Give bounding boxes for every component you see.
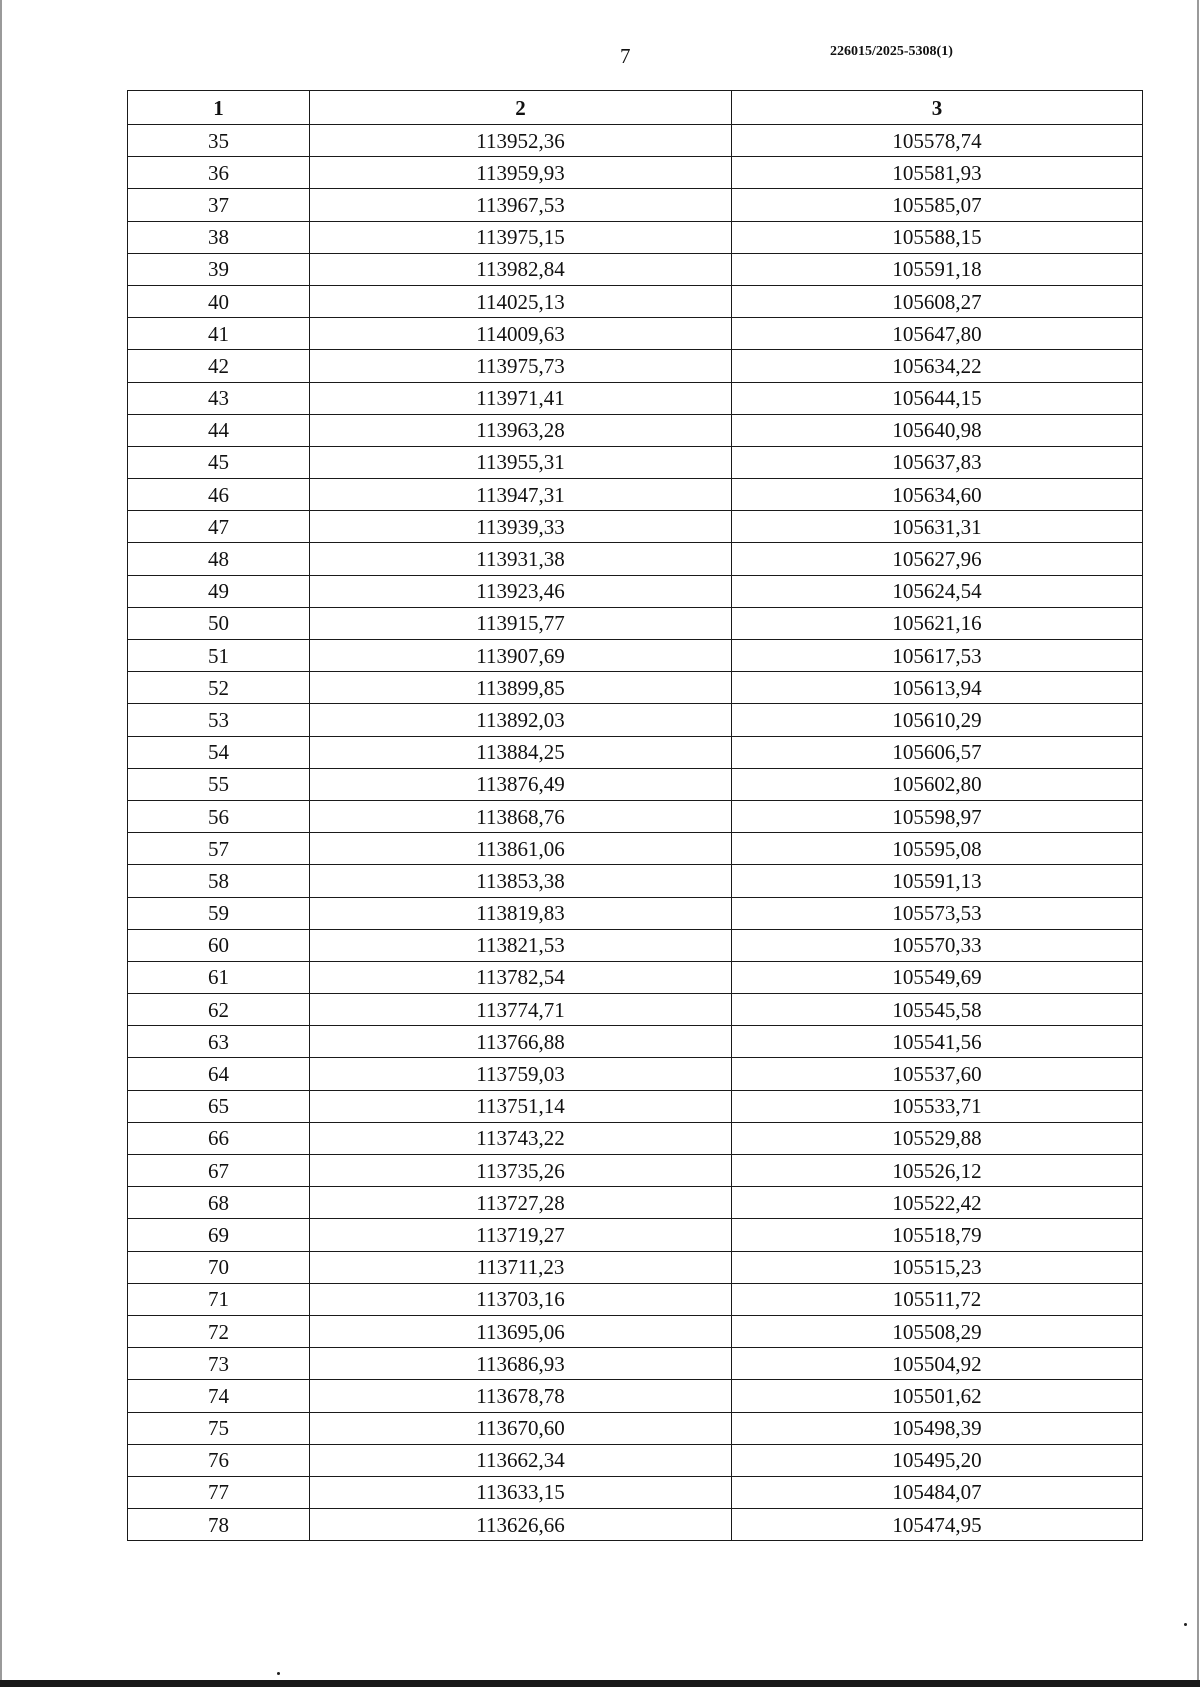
point-number-cell: 36 <box>128 157 310 189</box>
table-row <box>128 833 1143 865</box>
x-coordinate-cell: 113743,22 <box>310 1122 732 1154</box>
table-row <box>128 543 1143 575</box>
y-coordinate-cell: 105644,15 <box>732 382 1143 414</box>
y-coordinate-cell: 105624,54 <box>732 575 1143 607</box>
table-row <box>128 1412 1143 1444</box>
y-coordinate-cell: 105598,97 <box>732 800 1143 832</box>
x-coordinate-cell: 113782,54 <box>310 961 732 993</box>
point-number-cell: 49 <box>128 575 310 607</box>
point-number-cell: 66 <box>128 1122 310 1154</box>
y-coordinate-cell: 105573,53 <box>732 897 1143 929</box>
point-number-cell: 59 <box>128 897 310 929</box>
point-number-cell: 57 <box>128 833 310 865</box>
x-coordinate-cell: 113939,33 <box>310 511 732 543</box>
y-coordinate-cell: 105647,80 <box>732 318 1143 350</box>
table-row <box>128 1155 1143 1187</box>
point-number-cell: 40 <box>128 285 310 317</box>
table-row <box>128 1187 1143 1219</box>
y-coordinate-cell: 105595,08 <box>732 833 1143 865</box>
y-coordinate-cell: 105504,92 <box>732 1348 1143 1380</box>
point-number-cell: 56 <box>128 800 310 832</box>
y-coordinate-cell: 105515,23 <box>732 1251 1143 1283</box>
y-coordinate-cell: 105585,07 <box>732 189 1143 221</box>
y-coordinate-cell: 105634,60 <box>732 479 1143 511</box>
table-row <box>128 768 1143 800</box>
x-coordinate-cell: 113670,60 <box>310 1412 732 1444</box>
x-coordinate-cell: 113695,06 <box>310 1315 732 1347</box>
point-number-cell: 54 <box>128 736 310 768</box>
scan-speck <box>277 1672 280 1675</box>
x-coordinate-cell: 113759,03 <box>310 1058 732 1090</box>
scan-speck <box>1184 1623 1187 1626</box>
y-coordinate-cell: 105613,94 <box>732 672 1143 704</box>
table-row <box>128 1122 1143 1154</box>
x-coordinate-cell: 113967,53 <box>310 189 732 221</box>
point-number-cell: 47 <box>128 511 310 543</box>
table-row <box>128 382 1143 414</box>
x-coordinate-cell: 113982,84 <box>310 253 732 285</box>
x-coordinate-cell: 114025,13 <box>310 285 732 317</box>
point-number-cell: 39 <box>128 253 310 285</box>
point-number-cell: 71 <box>128 1283 310 1315</box>
y-coordinate-cell: 105526,12 <box>732 1155 1143 1187</box>
y-coordinate-cell: 105495,20 <box>732 1444 1143 1476</box>
x-coordinate-cell: 113766,88 <box>310 1026 732 1058</box>
y-coordinate-cell: 105581,93 <box>732 157 1143 189</box>
x-coordinate-cell: 113907,69 <box>310 640 732 672</box>
table-row <box>128 446 1143 478</box>
scan-border-left <box>0 0 2 1687</box>
point-number-cell: 77 <box>128 1476 310 1508</box>
x-coordinate-cell: 113703,16 <box>310 1283 732 1315</box>
table-body <box>128 125 1143 1541</box>
x-coordinate-cell: 113915,77 <box>310 607 732 639</box>
x-coordinate-cell: 113947,31 <box>310 479 732 511</box>
scan-border-right <box>1197 0 1199 1687</box>
table-header-row <box>128 91 1143 125</box>
x-coordinate-cell: 113819,83 <box>310 897 732 929</box>
x-coordinate-cell: 113955,31 <box>310 446 732 478</box>
scan-border-bottom <box>0 1680 1200 1687</box>
x-coordinate-cell: 113719,27 <box>310 1219 732 1251</box>
coordinates-table <box>127 90 1143 1541</box>
y-coordinate-cell: 105549,69 <box>732 961 1143 993</box>
x-coordinate-cell: 113735,26 <box>310 1155 732 1187</box>
table-row <box>128 1026 1143 1058</box>
table-row <box>128 575 1143 607</box>
point-number-cell: 61 <box>128 961 310 993</box>
point-number-cell: 43 <box>128 382 310 414</box>
x-coordinate-cell: 113633,15 <box>310 1476 732 1508</box>
point-number-cell: 73 <box>128 1348 310 1380</box>
point-number-cell: 69 <box>128 1219 310 1251</box>
y-coordinate-cell: 105570,33 <box>732 929 1143 961</box>
table-row <box>128 1219 1143 1251</box>
point-number-cell: 64 <box>128 1058 310 1090</box>
y-coordinate-cell: 105588,15 <box>732 221 1143 253</box>
y-coordinate-cell: 105533,71 <box>732 1090 1143 1122</box>
x-coordinate-cell: 113931,38 <box>310 543 732 575</box>
table-row <box>128 1090 1143 1122</box>
point-number-cell: 75 <box>128 1412 310 1444</box>
point-number-cell: 63 <box>128 1026 310 1058</box>
point-number-cell: 38 <box>128 221 310 253</box>
table-row <box>128 736 1143 768</box>
y-coordinate-cell: 105474,95 <box>732 1509 1143 1541</box>
table-row <box>128 640 1143 672</box>
y-coordinate-cell: 105591,13 <box>732 865 1143 897</box>
x-coordinate-cell: 113711,23 <box>310 1251 732 1283</box>
y-coordinate-cell: 105498,39 <box>732 1412 1143 1444</box>
x-coordinate-cell: 113876,49 <box>310 768 732 800</box>
point-number-cell: 65 <box>128 1090 310 1122</box>
point-number-cell: 53 <box>128 704 310 736</box>
x-coordinate-cell: 113626,66 <box>310 1509 732 1541</box>
y-coordinate-cell: 105621,16 <box>732 607 1143 639</box>
table-row <box>128 253 1143 285</box>
y-coordinate-cell: 105627,96 <box>732 543 1143 575</box>
point-number-cell: 74 <box>128 1380 310 1412</box>
table-row <box>128 865 1143 897</box>
y-coordinate-cell: 105522,42 <box>732 1187 1143 1219</box>
x-coordinate-cell: 113853,38 <box>310 865 732 897</box>
point-number-cell: 35 <box>128 125 310 157</box>
table-row <box>128 414 1143 446</box>
x-coordinate-cell: 113727,28 <box>310 1187 732 1219</box>
table-row <box>128 1348 1143 1380</box>
table-row <box>128 897 1143 929</box>
x-coordinate-cell: 113821,53 <box>310 929 732 961</box>
point-number-cell: 45 <box>128 446 310 478</box>
x-coordinate-cell: 113975,73 <box>310 350 732 382</box>
table-row <box>128 1476 1143 1508</box>
x-coordinate-cell: 113892,03 <box>310 704 732 736</box>
point-number-cell: 62 <box>128 994 310 1026</box>
table-row <box>128 479 1143 511</box>
x-coordinate-cell: 113751,14 <box>310 1090 732 1122</box>
table-row <box>128 994 1143 1026</box>
y-coordinate-cell: 105631,31 <box>732 511 1143 543</box>
table-row <box>128 350 1143 382</box>
y-coordinate-cell: 105537,60 <box>732 1058 1143 1090</box>
x-coordinate-cell: 113678,78 <box>310 1380 732 1412</box>
x-coordinate-cell: 113952,36 <box>310 125 732 157</box>
y-coordinate-cell: 105610,29 <box>732 704 1143 736</box>
x-coordinate-cell: 113959,93 <box>310 157 732 189</box>
point-number-cell: 68 <box>128 1187 310 1219</box>
point-number-cell: 44 <box>128 414 310 446</box>
table-row <box>128 607 1143 639</box>
table-row <box>128 672 1143 704</box>
x-coordinate-cell: 113963,28 <box>310 414 732 446</box>
document-reference: 226015/2025-5308(1) <box>830 44 953 59</box>
x-coordinate-cell: 113975,15 <box>310 221 732 253</box>
point-number-cell: 55 <box>128 768 310 800</box>
y-coordinate-cell: 105602,80 <box>732 768 1143 800</box>
y-coordinate-cell: 105606,57 <box>732 736 1143 768</box>
table-row <box>128 285 1143 317</box>
table-row <box>128 1509 1143 1541</box>
point-number-cell: 37 <box>128 189 310 221</box>
column-header-2: 2 <box>310 91 732 125</box>
page-number: 7 <box>620 44 631 68</box>
y-coordinate-cell: 105518,79 <box>732 1219 1143 1251</box>
table-row <box>128 961 1143 993</box>
table-row <box>128 1380 1143 1412</box>
point-number-cell: 46 <box>128 479 310 511</box>
y-coordinate-cell: 105634,22 <box>732 350 1143 382</box>
table-row <box>128 1058 1143 1090</box>
x-coordinate-cell: 113662,34 <box>310 1444 732 1476</box>
point-number-cell: 76 <box>128 1444 310 1476</box>
column-header-3: 3 <box>732 91 1143 125</box>
x-coordinate-cell: 113774,71 <box>310 994 732 1026</box>
y-coordinate-cell: 105591,18 <box>732 253 1143 285</box>
x-coordinate-cell: 113884,25 <box>310 736 732 768</box>
table-row <box>128 704 1143 736</box>
point-number-cell: 58 <box>128 865 310 897</box>
y-coordinate-cell: 105508,29 <box>732 1315 1143 1347</box>
y-coordinate-cell: 105529,88 <box>732 1122 1143 1154</box>
table-row <box>128 221 1143 253</box>
y-coordinate-cell: 105511,72 <box>732 1283 1143 1315</box>
table-row <box>128 157 1143 189</box>
y-coordinate-cell: 105608,27 <box>732 285 1143 317</box>
y-coordinate-cell: 105578,74 <box>732 125 1143 157</box>
point-number-cell: 42 <box>128 350 310 382</box>
point-number-cell: 67 <box>128 1155 310 1187</box>
y-coordinate-cell: 105501,62 <box>732 1380 1143 1412</box>
table-row <box>128 1283 1143 1315</box>
y-coordinate-cell: 105484,07 <box>732 1476 1143 1508</box>
x-coordinate-cell: 113923,46 <box>310 575 732 607</box>
table-row <box>128 800 1143 832</box>
point-number-cell: 78 <box>128 1509 310 1541</box>
point-number-cell: 70 <box>128 1251 310 1283</box>
x-coordinate-cell: 114009,63 <box>310 318 732 350</box>
column-header-1: 1 <box>128 91 310 125</box>
point-number-cell: 60 <box>128 929 310 961</box>
table-row <box>128 1251 1143 1283</box>
x-coordinate-cell: 113686,93 <box>310 1348 732 1380</box>
table-row <box>128 1444 1143 1476</box>
table-row <box>128 125 1143 157</box>
table-row <box>128 929 1143 961</box>
table-row <box>128 511 1143 543</box>
y-coordinate-cell: 105545,58 <box>732 994 1143 1026</box>
table-row <box>128 189 1143 221</box>
x-coordinate-cell: 113899,85 <box>310 672 732 704</box>
y-coordinate-cell: 105637,83 <box>732 446 1143 478</box>
point-number-cell: 51 <box>128 640 310 672</box>
point-number-cell: 72 <box>128 1315 310 1347</box>
point-number-cell: 52 <box>128 672 310 704</box>
x-coordinate-cell: 113868,76 <box>310 800 732 832</box>
point-number-cell: 41 <box>128 318 310 350</box>
y-coordinate-cell: 105640,98 <box>732 414 1143 446</box>
table-row <box>128 1315 1143 1347</box>
y-coordinate-cell: 105617,53 <box>732 640 1143 672</box>
table-row <box>128 318 1143 350</box>
point-number-cell: 50 <box>128 607 310 639</box>
x-coordinate-cell: 113861,06 <box>310 833 732 865</box>
y-coordinate-cell: 105541,56 <box>732 1026 1143 1058</box>
point-number-cell: 48 <box>128 543 310 575</box>
x-coordinate-cell: 113971,41 <box>310 382 732 414</box>
